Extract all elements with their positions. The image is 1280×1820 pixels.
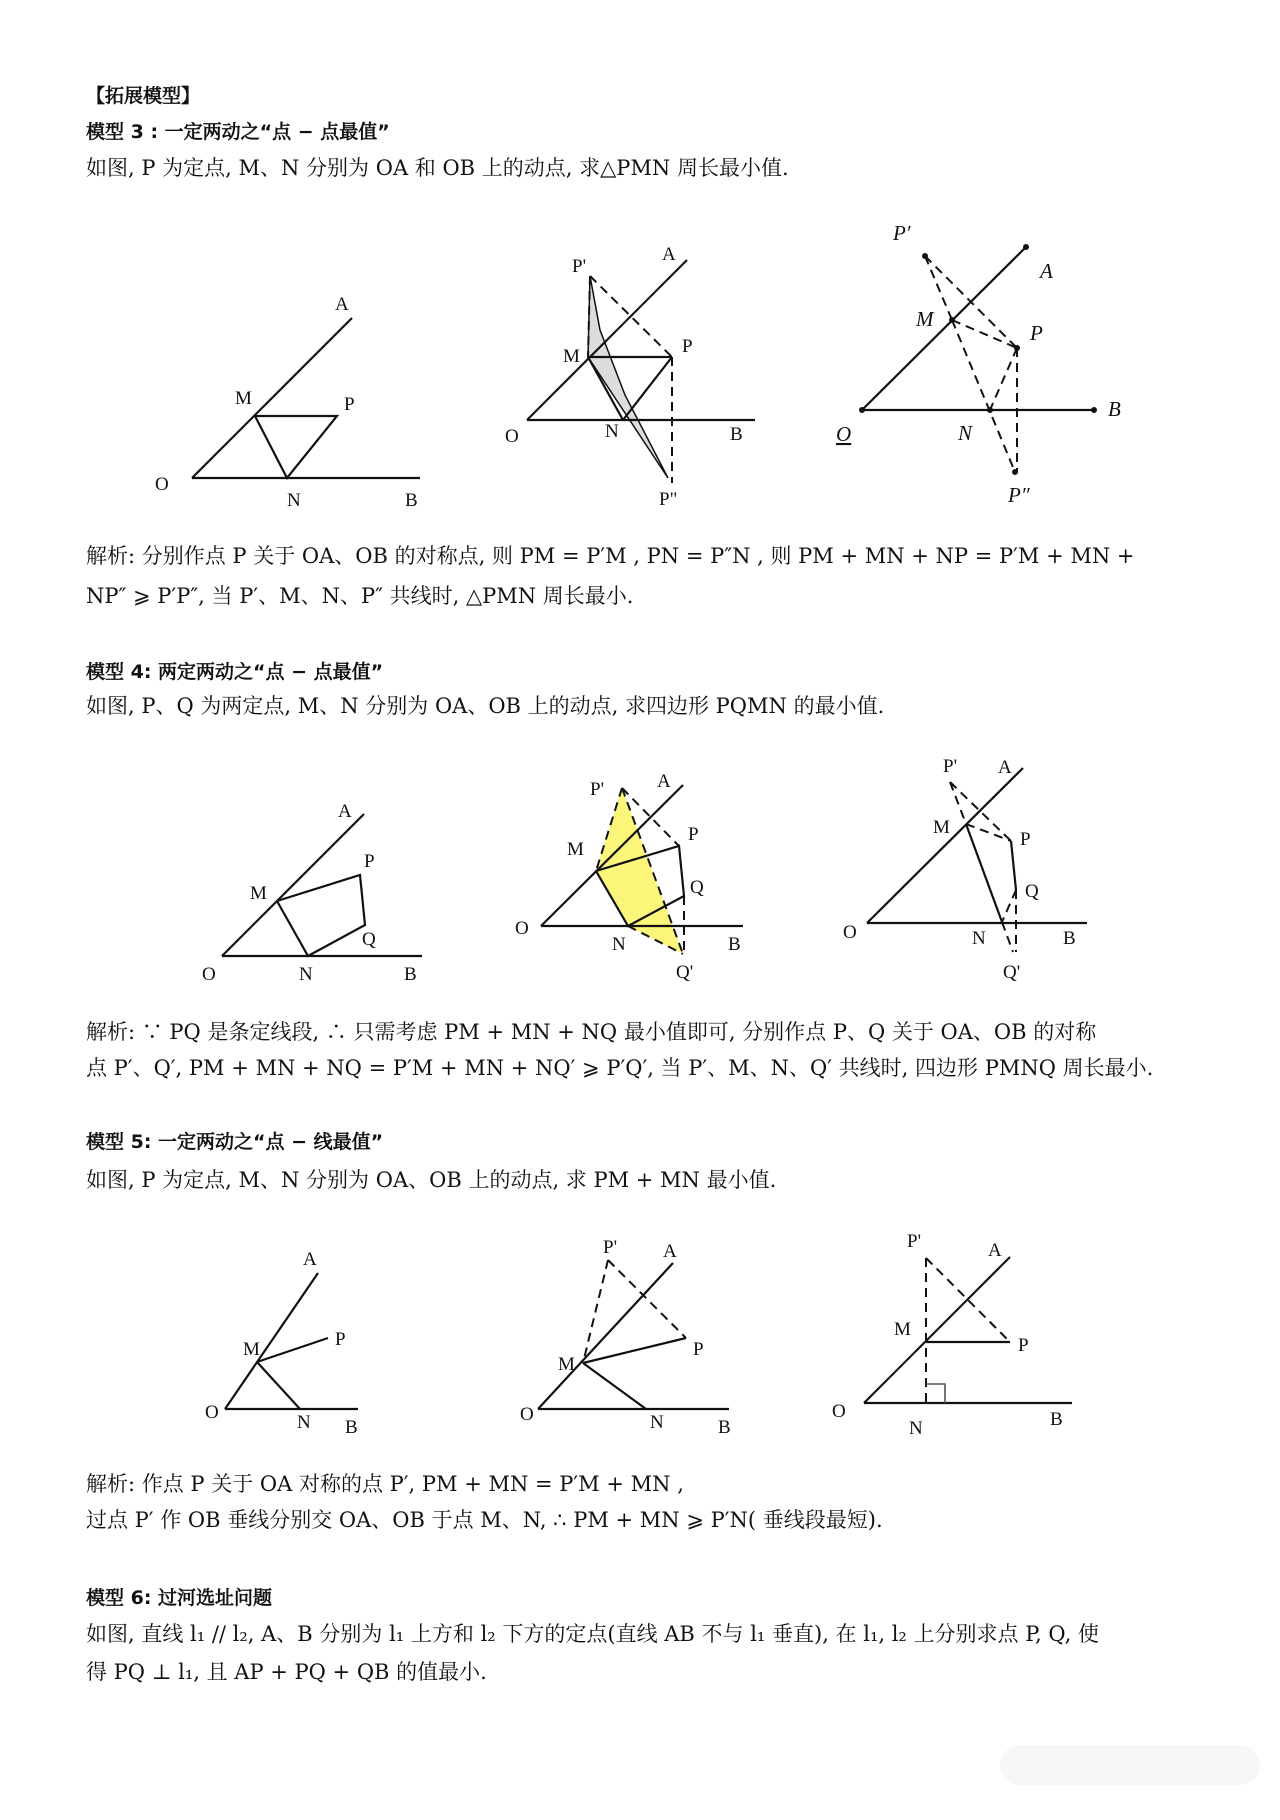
- model3-title: 模型 3 : 一定两动之“点 − 点最值”: [86, 121, 390, 143]
- segment-MP: [257, 1338, 328, 1362]
- label-M: M: [563, 346, 580, 367]
- label-N: N: [605, 421, 619, 442]
- right-angle-mark: [926, 1384, 945, 1403]
- model5-analysis-line1: 解析: 作点 P 关于 OA 对称的点 P′, PM + MN = P′M + MN ,: [86, 1472, 684, 1496]
- model5-problem: 如图, P 为定点, M、N 分别为 OA、OB 上的动点, 求 PM + MN 最小值.: [86, 1168, 777, 1192]
- label-M: M: [250, 883, 267, 904]
- label-A: A: [988, 1240, 1002, 1261]
- label-P: P: [1030, 321, 1043, 345]
- label-Q1: Q': [1003, 962, 1021, 983]
- label-P: P: [335, 1329, 346, 1350]
- label-P: P: [364, 851, 375, 872]
- model4-figure-2: [515, 771, 743, 983]
- ray-OA: [867, 768, 1023, 923]
- segment-MN: [257, 1362, 300, 1409]
- label-B: B: [1050, 1409, 1063, 1430]
- label-B: B: [728, 934, 741, 955]
- section-title: 【拓展模型】: [86, 85, 201, 107]
- segment-PQ: [1011, 841, 1016, 890]
- label-A: A: [657, 771, 671, 792]
- model3-figure-3: [836, 221, 1121, 507]
- label-N: N: [297, 1412, 311, 1433]
- model5-figure-2: [520, 1237, 731, 1438]
- dashed-PN: [990, 348, 1017, 410]
- ray-OA: [225, 1273, 318, 1409]
- label-P1: P': [590, 779, 604, 800]
- label-B: B: [718, 1417, 731, 1438]
- label-B: B: [730, 424, 743, 445]
- ray-OA: [862, 247, 1026, 410]
- ray-OA: [538, 1263, 673, 1409]
- label-M: M: [933, 817, 950, 838]
- model6-title: 模型 6: 过河选址问题: [86, 1587, 273, 1609]
- label-P: P: [688, 824, 699, 845]
- label-A: A: [335, 294, 349, 315]
- model4-problem: 如图, P、Q 为两定点, M、N 分别为 OA、OB 上的动点, 求四边形 PQMN 的最小值.: [86, 694, 885, 718]
- label-P: P: [693, 1339, 704, 1360]
- label-P: P: [1020, 829, 1031, 850]
- label-B: B: [1108, 397, 1121, 421]
- label-Q: Q: [1025, 881, 1039, 902]
- model5-title: 模型 5: 一定两动之“点 − 线最值”: [86, 1131, 384, 1153]
- highlight-region: [596, 788, 683, 954]
- label-B: B: [404, 964, 417, 985]
- label-N: N: [909, 1418, 923, 1439]
- label-N: N: [972, 928, 986, 949]
- ray-OA: [527, 260, 687, 420]
- model4-analysis-line2: 点 P′、Q′, PM + MN + NQ = P′M + MN + NQ′ ⩾ P′Q′, 当 P′、M、N、Q′ 共线时, 四边形 PMNQ 周长最小.: [86, 1056, 1154, 1080]
- label-A: A: [1040, 259, 1053, 283]
- label-M: M: [894, 1319, 911, 1340]
- label-N: N: [958, 421, 973, 445]
- model5-figure-3: [832, 1231, 1072, 1439]
- label-A: A: [303, 1249, 317, 1270]
- label-P2: P″: [1008, 483, 1030, 507]
- label-N: N: [287, 490, 301, 511]
- label-O: O: [505, 426, 519, 447]
- label-N: N: [299, 964, 313, 985]
- label-Q: Q: [362, 929, 376, 950]
- label-O: O: [836, 422, 852, 446]
- dashed-MP: [952, 320, 1017, 348]
- label-O: O: [202, 964, 216, 985]
- label-Q1: Q': [676, 962, 694, 983]
- model3-analysis-line2: NP″ ⩾ P′P″, 当 P′、M、N、P″ 共线时, △PMN 周长最小.: [86, 584, 634, 608]
- dashed-MP2: [952, 320, 1015, 472]
- label-O: O: [843, 922, 857, 943]
- label-Q: Q: [690, 877, 704, 898]
- segment-PN: [623, 357, 672, 420]
- label-B: B: [405, 490, 418, 511]
- model4-figure-3: [843, 756, 1087, 983]
- label-O: O: [832, 1401, 846, 1422]
- label-P1: P′: [893, 221, 911, 245]
- model4-title: 模型 4: 两定两动之“点 − 点最值”: [86, 661, 384, 683]
- model3-figure-1: [155, 294, 420, 511]
- segment-MP: [583, 1338, 686, 1363]
- label-O: O: [155, 474, 169, 495]
- model5-analysis-line2: 过点 P′ 作 OB 垂线分别交 OA、OB 于点 M、N, ∴ PM + MN ⩾ P′N( 垂线段最短).: [86, 1508, 883, 1532]
- model3-figure-2: [505, 244, 755, 510]
- ray-OA: [864, 1257, 1010, 1403]
- label-A: A: [662, 244, 676, 265]
- label-P: P: [344, 394, 355, 415]
- model4-analysis-line1: 解析: ∵ PQ 是条定线段, ∴ 只需考虑 PM + MN + NQ 最小值即可, 分别作点 P、Q 关于 OA、OB 的对称: [86, 1020, 1097, 1044]
- label-A: A: [663, 1241, 677, 1262]
- label-O: O: [205, 1402, 219, 1423]
- label-N: N: [650, 1412, 664, 1433]
- watermark: [1000, 1745, 1260, 1785]
- model6-problem-line1: 如图, 直线 l₁ // l₂, A、B 分别为 l₁ 上方和 l₂ 下方的定点(直线 AB 不与 l₁ 垂直), 在 l₁, l₂ 上分别求点 P, Q, 使: [86, 1622, 1099, 1646]
- label-M: M: [243, 1339, 260, 1360]
- segment-MN: [966, 824, 1002, 922]
- label-B: B: [1063, 928, 1076, 949]
- model6-problem-line2: 得 PQ ⊥ l₁, 且 AP + PQ + QB 的值最小.: [86, 1660, 487, 1684]
- segment-MN: [583, 1363, 646, 1409]
- label-M: M: [916, 307, 934, 331]
- label-P: P: [682, 336, 693, 357]
- label-B: B: [345, 1417, 358, 1438]
- label-O: O: [515, 918, 529, 939]
- label-P2: P": [659, 489, 678, 510]
- label-P1: P': [943, 756, 957, 777]
- label-P1: P': [907, 1231, 921, 1252]
- label-A: A: [338, 801, 352, 822]
- ray-OA: [222, 814, 364, 956]
- label-P1: P': [572, 256, 586, 277]
- label-N: N: [612, 934, 626, 955]
- label-M: M: [235, 388, 252, 409]
- label-M: M: [567, 839, 584, 860]
- label-M: M: [558, 1354, 575, 1375]
- label-A: A: [998, 757, 1012, 778]
- model3-analysis-line1: 解析: 分别作点 P 关于 OA、OB 的对称点, 则 PM = P′M , PN = P″N , 则 PM + MN + NP = P′M + MN +: [86, 544, 1135, 568]
- model3-problem: 如图, P 为定点, M、N 分别为 OA 和 OB 上的动点, 求△PMN 周长最小值.: [86, 156, 789, 180]
- label-P: P: [1018, 1335, 1029, 1356]
- model4-figure-1: [202, 801, 422, 985]
- ray-OA: [192, 318, 352, 478]
- label-O: O: [520, 1404, 534, 1425]
- label-P1: P': [603, 1237, 617, 1258]
- triangle-PMN: [255, 416, 337, 478]
- model5-figure-1: [205, 1249, 358, 1438]
